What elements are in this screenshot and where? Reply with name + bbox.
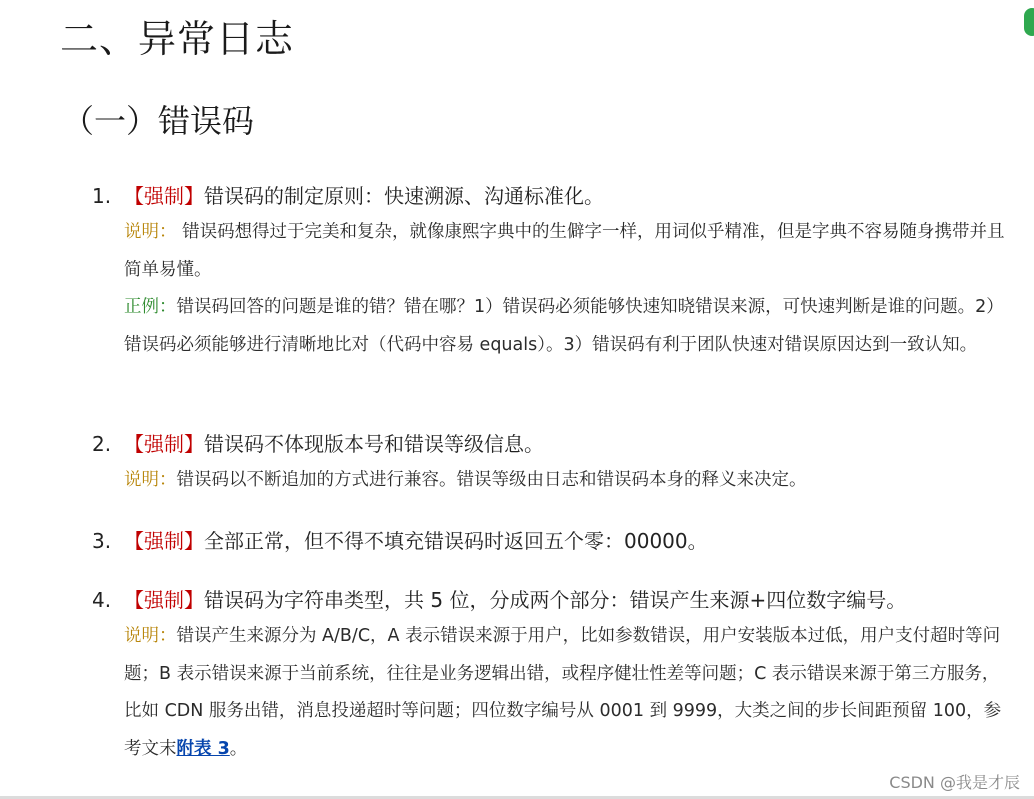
item-note (124, 618, 1012, 768)
item-title: 全部正常，但不得不填充错误码时返回五个零：00000。 (204, 529, 708, 553)
list-item-2 (92, 430, 1012, 500)
item-note (124, 462, 1012, 500)
csdn-watermark: CSDN @我是才辰 (889, 773, 1020, 792)
note-label: 说明： (124, 222, 177, 242)
note-end: 。 (229, 738, 248, 759)
note-label: 说明： (124, 470, 177, 490)
list-item-3 (92, 527, 1012, 555)
item-heading (92, 182, 1012, 210)
section-title: 二、异常日志 (60, 17, 295, 61)
item-heading (92, 430, 1012, 458)
floating-badge-icon[interactable] (1024, 8, 1034, 36)
item-number: 4. (92, 588, 112, 612)
note-text: 错误码想得过于完美和复杂，就像康熙字典中的生僻字一样，用词似乎精准，但是字典不容易随身携带并且简单易懂。 (124, 222, 1005, 280)
note-text: 错误码以不断追加的方式进行兼容。错误等级由日志和错误码本身的释义来决定。 (176, 470, 807, 490)
subsection-title: （一）错误码 (62, 102, 255, 140)
item-title: 错误码不体现版本号和错误等级信息。 (204, 432, 544, 456)
item-note (124, 214, 1012, 289)
item-number: 1. (92, 184, 112, 208)
note-text: 错误产生来源分为 A/B/C，A 表示错误来源于用户，比如参数错误，用户安装版本过低，用户支付超时等问题；B 表示错误来源于当前系统，往往是业务逻辑出错，或程序健壮性差等问题；C 表示错误来源于第三方服务，比如 CDN 服务出错，消息投递超时等问题；四位数字编号从 0001 到 9999，大类之间的步长间距预留 100，参考文末 (124, 626, 1002, 759)
appendix-link[interactable]: 附表 3 (176, 738, 230, 759)
list-item-4 (92, 586, 1012, 768)
item-number: 2. (92, 432, 112, 456)
note-label: 说明： (124, 626, 177, 646)
item-number: 3. (92, 529, 112, 553)
mandatory-tag: 【强制】 (124, 588, 204, 612)
item-example (124, 289, 1012, 364)
item-heading (92, 586, 1012, 614)
item-title: 错误码的制定原则：快速溯源、沟通标准化。 (204, 184, 604, 208)
example-text: 错误码回答的问题是谁的错？错在哪？1）错误码必须能够快速知晓错误来源，可快速判断是谁的问题。2）错误码必须能够进行清晰地比对（代码中容易 equals）。3）错误码有利于团队快速对错误原因达到一致认知。 (124, 297, 1004, 355)
list-item-1 (92, 182, 1012, 364)
example-label: 正例： (124, 297, 177, 317)
item-heading (92, 527, 1012, 555)
mandatory-tag: 【强制】 (124, 529, 204, 553)
mandatory-tag: 【强制】 (124, 184, 204, 208)
item-title: 错误码为字符串类型，共 5 位，分成两个部分：错误产生来源+四位数字编号。 (204, 588, 907, 612)
mandatory-tag: 【强制】 (124, 432, 204, 456)
